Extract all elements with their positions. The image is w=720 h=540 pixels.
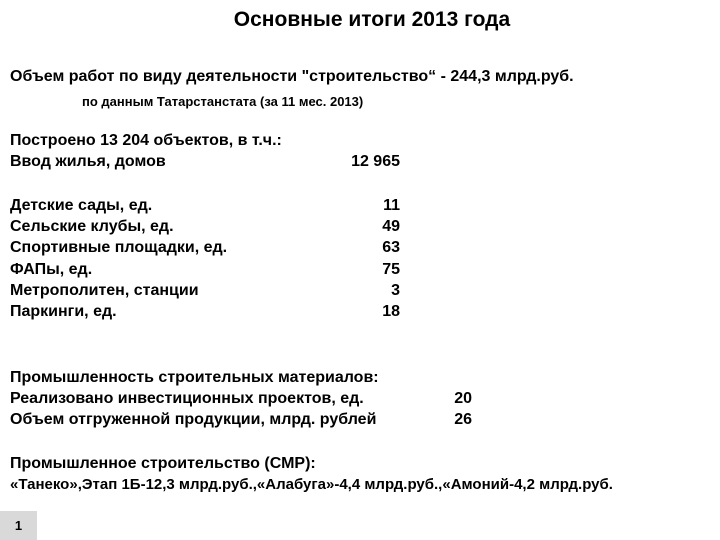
- construction-volume-line: Объем работ по виду деятельности "строительство“ - 244,3 млрд.руб.: [10, 68, 574, 85]
- industry-label: Реализовано инвестиционных проектов, ед.: [10, 390, 364, 407]
- page-title: Основные итоги 2013 года: [233, 8, 511, 31]
- object-label: Паркинги, ед.: [10, 303, 117, 320]
- object-value: 3: [391, 282, 400, 299]
- industry-label: Объем отгруженной продукции, млрд. рублей: [10, 411, 377, 428]
- housing-row: [10, 153, 400, 171]
- industry-value: 26: [454, 411, 472, 428]
- list-item: [10, 239, 400, 257]
- housing-label: Ввод жилья, домов: [10, 153, 166, 170]
- object-value: 75: [382, 261, 400, 278]
- object-label: Сельские клубы, ед.: [10, 218, 174, 235]
- industry-heading: Промышленность строительных материалов:: [10, 369, 379, 386]
- industrial-projects-line: «Танеко»,Этап 1Б-12,3 млрд.руб.,«Алабуга»-4,4 млрд.руб.,«Амоний-4,2 млрд.руб.: [10, 476, 613, 493]
- object-value: 18: [382, 303, 400, 320]
- page-number: 1: [0, 511, 37, 540]
- list-item: [10, 282, 400, 300]
- built-objects-line: Построено 13 204 объектов, в т.ч.:: [10, 132, 282, 149]
- object-value: 63: [382, 239, 400, 256]
- housing-value: 12 965: [351, 153, 400, 170]
- data-source-note: по данным Татарстанстата (за 11 мес. 2013): [82, 94, 364, 109]
- object-label: Спортивные площадки, ед.: [10, 239, 228, 256]
- list-item: [10, 197, 400, 215]
- object-label: Детские сады, ед.: [10, 197, 153, 214]
- industry-value: 20: [454, 390, 472, 407]
- object-value: 11: [383, 197, 400, 214]
- object-label: Метрополитен, станции: [10, 282, 199, 299]
- list-item: [10, 261, 400, 279]
- list-item: [10, 218, 400, 236]
- industrial-construction-heading: Промышленное строительство (СМР):: [10, 455, 316, 472]
- object-value: 49: [382, 218, 400, 235]
- object-label: ФАПы, ед.: [10, 261, 93, 278]
- list-item: [10, 303, 400, 321]
- list-item: [10, 411, 472, 429]
- list-item: [10, 390, 472, 408]
